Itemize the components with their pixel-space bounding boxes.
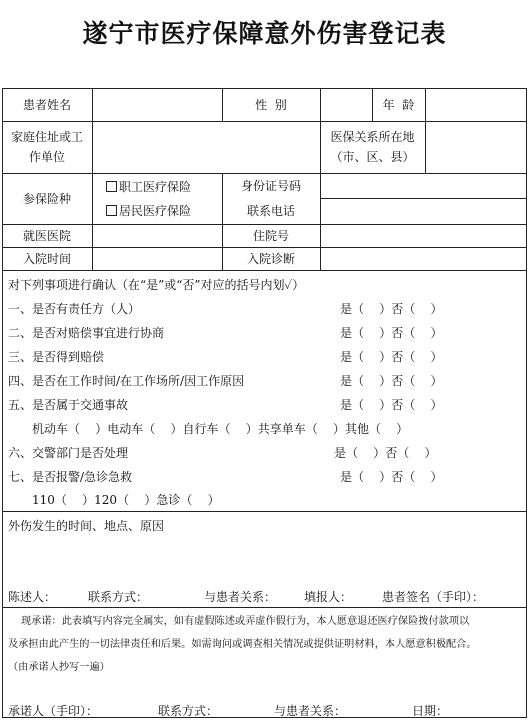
insurance-location-line1: 医保关系所在地 (330, 130, 415, 144)
insurance-location-line2: （市、区、县） (330, 150, 415, 164)
hospital-field[interactable] (92, 224, 222, 247)
confirm-answer-3[interactable]: 是（ ）否（ ） (340, 350, 443, 364)
emergency-options[interactable]: 110（ ）120（ ）急诊（ ） (32, 493, 220, 507)
checkbox-icon[interactable] (106, 205, 117, 216)
id-number-field[interactable] (320, 173, 527, 198)
address-label-line2: 作单位 (28, 150, 65, 164)
insurance-location-field[interactable] (425, 121, 527, 173)
pledge-text-line2: 及承担由此产生的一切法律责任和后果。如需询问或调查相关情况或提供证明材料，本人愿意积极配合。 (8, 639, 477, 650)
pledger-signature-label: 承诺人（手印）： (8, 704, 99, 718)
patient-name-field[interactable] (92, 88, 222, 121)
narrator-relation-label: 与患者关系： (204, 590, 277, 604)
checkbox-icon[interactable] (106, 181, 117, 192)
address-label (2, 121, 92, 173)
hospital-label: 就医医院 (22, 228, 71, 243)
phone-field[interactable] (320, 198, 527, 224)
inpatient-number-label: 住院号 (252, 228, 289, 243)
confirm-question-1: 一、是否有责任方（人） (8, 302, 141, 316)
narrator-contact-label: 联系方式： (88, 590, 149, 604)
gender-field[interactable] (320, 88, 372, 121)
pledge-text-line1: 现承诺：此表填写内容完全属实，如有虚假陈述或弄虚作假行为，本人愿意退还医疗保险拨付款项以 (8, 616, 470, 627)
confirm-answer-2[interactable]: 是（ ）否（ ） (340, 326, 443, 340)
page-title: 遂宁市医疗保障意外伤害登记表 (82, 19, 447, 48)
filler-label: 填报人： (304, 590, 353, 604)
admission-time-label: 入院时间 (22, 251, 71, 266)
confirm-answer-1[interactable]: 是（ ）否（ ） (340, 302, 443, 316)
confirm-question-3: 三、是否得到赔偿 (8, 350, 105, 364)
incident-label: 外伤发生的时间、地点、原因 (8, 519, 165, 533)
insurance-type-options (92, 173, 222, 224)
insurance-type-label: 参保险种 (22, 191, 71, 206)
row-divider (2, 511, 527, 512)
address-label-line1: 家庭住址或工 (10, 130, 83, 144)
option-employee-insurance[interactable]: 职工医疗保险 (106, 175, 191, 199)
row-divider (2, 607, 527, 608)
age-label: 年 龄 (382, 97, 415, 112)
pledger-contact-label: 联系方式： (158, 704, 219, 718)
confirm-question-5: 五、是否属于交通事故 (8, 398, 129, 412)
insurance-location-label (320, 121, 425, 173)
option-resident-insurance[interactable]: 居民医疗保险 (106, 199, 191, 223)
address-field[interactable] (92, 121, 320, 173)
id-number-label: 身份证号码 (240, 178, 301, 193)
confirm-answer-4[interactable]: 是（ ）否（ ） (340, 374, 443, 388)
narrator-label: 陈述人： (8, 590, 57, 604)
confirm-answer-7[interactable]: 是（ ）否（ ） (340, 470, 443, 484)
gender-label: 性 别 (255, 97, 287, 112)
confirm-question-2: 二、是否对赔偿事宜进行协商 (8, 326, 165, 340)
admission-time-field[interactable] (92, 247, 222, 270)
confirm-question-6: 六、交警部门是否处理 (8, 446, 129, 460)
pledge-text-line3: （由承诺人抄写一遍） (8, 662, 110, 673)
pledger-relation-label: 与患者关系： (274, 704, 347, 718)
age-field[interactable] (425, 88, 527, 121)
confirm-answer-6[interactable]: 是（ ）否（ ） (334, 446, 437, 460)
confirm-intro: 对下列事项进行确认（在“是”或“否”对应的括号内划✓） (8, 278, 305, 292)
row-divider (2, 270, 527, 271)
phone-label: 联系电话 (246, 204, 295, 218)
confirm-answer-5[interactable]: 是（ ）否（ ） (340, 398, 443, 412)
patient-signature-label: 患者签名（手印）： (382, 590, 485, 604)
confirm-question-4: 四、是否在工作时间/在工作场所/因工作原因 (8, 374, 245, 388)
vehicle-types[interactable]: 机动车（ ）电动车（ ）自行车（ ）共享单车（ ）其他（ ） (32, 422, 409, 436)
patient-name-label: 患者姓名 (22, 97, 71, 112)
inpatient-number-field[interactable] (320, 224, 527, 247)
admission-diagnosis-field[interactable] (320, 247, 527, 270)
confirm-question-7: 七、是否报警/急诊急救 (8, 470, 133, 484)
admission-diagnosis-label: 入院诊断 (246, 251, 295, 266)
pledge-date-label: 日期： (412, 704, 449, 718)
